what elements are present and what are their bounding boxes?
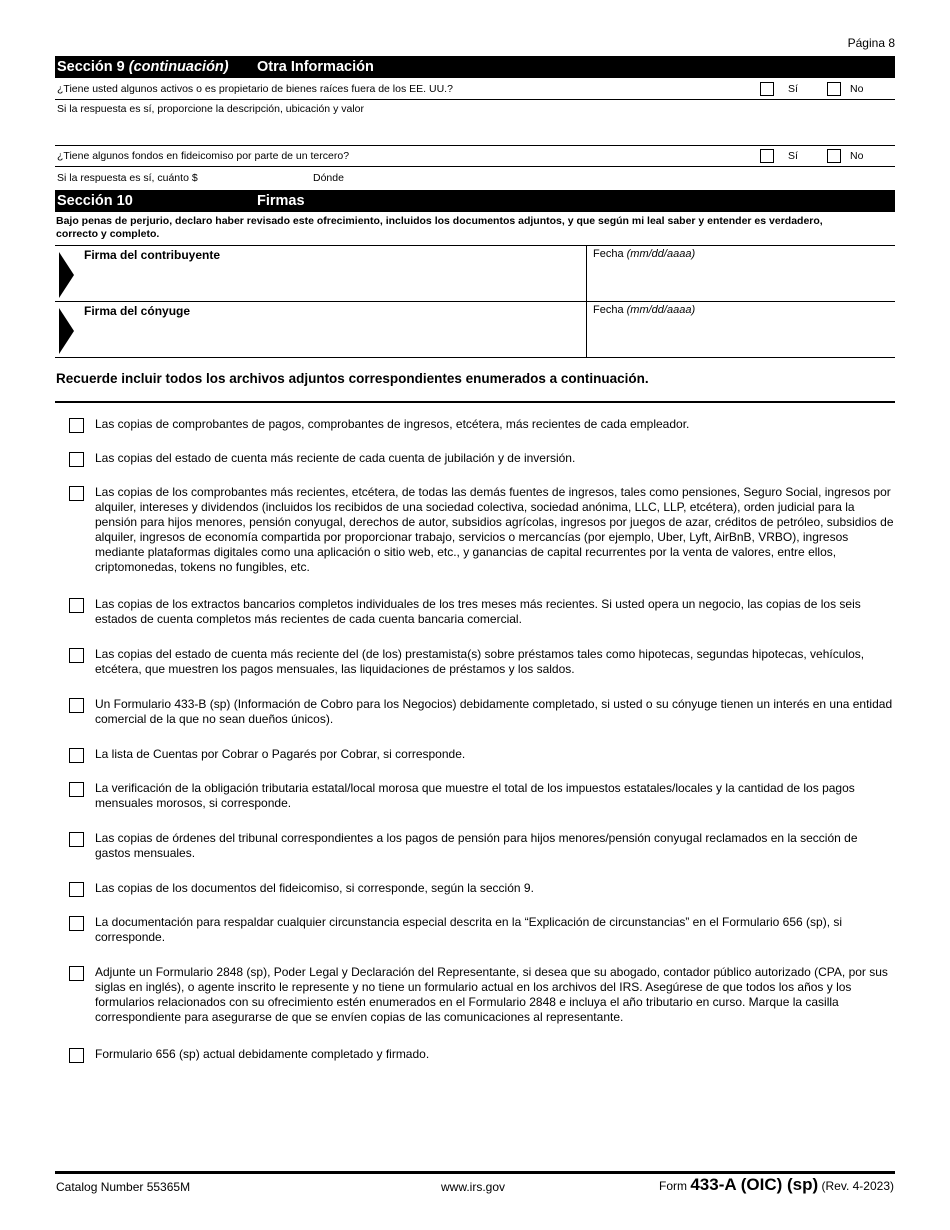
foreign-assets-description-field[interactable] [57,117,895,144]
section-9-title: Otra Información [257,59,374,75]
divider [55,145,895,146]
form-identifier: Form 433-A (OIC) (sp) (Rev. 4-2023) [659,1175,894,1194]
checkbox[interactable] [69,832,84,847]
trust-funds-question: ¿Tiene algunos fondos en fideicomiso por parte de un tercero? [57,150,350,162]
checkbox[interactable] [69,966,84,981]
checkbox[interactable] [69,698,84,713]
attachments-reminder: Recuerde incluir todos los archivos adjuntos correspondientes enumerados a continuación. [56,371,649,386]
irs-website: www.irs.gov [441,1180,506,1194]
section-10-header [55,190,895,212]
checkbox[interactable] [69,486,84,501]
spouse-signature-label: Firma del cónyuge [84,304,191,318]
foreign-assets-yes-checkbox[interactable] [760,82,774,96]
foreign-assets-followup: Si la respuesta es sí, proporcione la descripción, ubicación y valor [57,103,364,115]
foreign-assets-no-checkbox[interactable] [827,82,841,96]
checkbox[interactable] [69,418,84,433]
taxpayer-signature-field[interactable] [80,264,580,298]
footer-rule [55,1171,895,1174]
trust-funds-yes-checkbox[interactable] [760,149,774,163]
section-10-title: Firmas [257,193,305,209]
divider [55,99,895,100]
spouse-date-field[interactable] [592,320,892,354]
catalog-number: Catalog Number 55365M [56,1180,191,1194]
sign-here-arrow-icon [59,308,74,354]
foreign-assets-question: ¿Tiene usted algunos activos o es propietario de bienes raíces fuera de los EE. UU.? [57,83,453,95]
checkbox[interactable] [69,782,84,797]
spouse-signature-field[interactable] [80,320,580,354]
trust-amount-field[interactable] [205,169,305,186]
trust-funds-no-label: No [850,150,864,162]
page-number: Página 8 [847,36,895,50]
checkbox[interactable] [69,648,84,663]
spouse-date-label: Fecha (mm/dd/aaaa) [593,304,696,316]
checkbox[interactable] [69,598,84,613]
trust-funds-no-checkbox[interactable] [827,149,841,163]
trust-where-field[interactable] [350,169,890,186]
trust-where-label: Dónde [313,172,344,184]
section-10-number: Sección 10 [57,193,133,209]
foreign-assets-no-label: No [850,83,864,95]
taxpayer-date-field[interactable] [592,264,892,298]
sign-here-arrow-icon [59,252,74,298]
checkbox[interactable] [69,882,84,897]
section-9-header [55,56,895,78]
checkbox[interactable] [69,452,84,467]
divider [55,166,895,167]
trust-funds-yes-label: Sí [788,150,798,162]
divider [55,401,895,403]
foreign-assets-yes-label: Sí [788,83,798,95]
taxpayer-date-label: Fecha (mm/dd/aaaa) [593,248,696,260]
perjury-declaration: Bajo penas de perjurio, declaro haber revisado este ofrecimiento, incluidos los documentos adjuntos, y que según mi leal saber y entender es verdadero, correcto y completo. [56,215,823,240]
section-9-number: Sección 9 (continuación) [57,59,229,75]
taxpayer-signature-label: Firma del contribuyente [84,248,221,262]
checkbox[interactable] [69,1048,84,1063]
checkbox[interactable] [69,916,84,931]
checkbox[interactable] [69,748,84,763]
trust-amount-label: Si la respuesta es sí, cuánto $ [57,172,198,184]
